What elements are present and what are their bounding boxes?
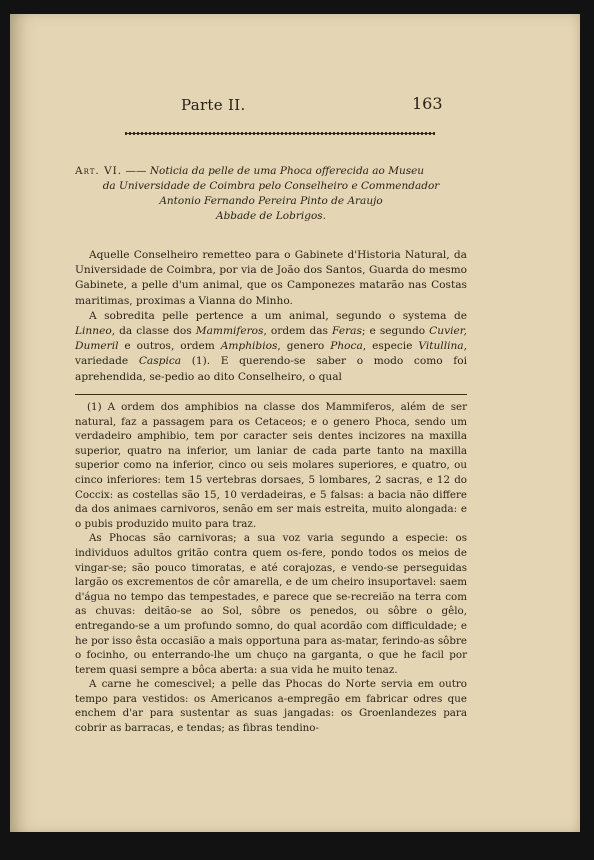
- book-page: [10, 14, 580, 832]
- article-title-line: da Universidade de Coimbra pelo Conselheiro e Commendador: [102, 180, 440, 192]
- article-title-part: Noticia da pelle de uma Phoca offerecida ao Museu: [149, 165, 425, 177]
- footnote-paragraph: A carne he comescivel; a pelle das Phocas do Norte servia em outro tempo para vestidos: os Americanos a-empregão em fabricar odres que enchem d'ar para sustentar as suas jangadas: os Groenlandezes para cobrir as barracas, e tendas; as fibras tendino-: [75, 678, 467, 735]
- body-paragraph: A sobredita pelle pertence a um animal, segundo o systema de Linneo, da classe dos Mammiferos, ordem das Feras; e segundo Cuvier, Dumeril e outros, ordem Amphibios, genero Phoca, especie Vitullina, variedade Caspica (1). E querendo-se saber o modo como foi aprehendida, se-pedio ao dito Conselheiro, o qual: [75, 309, 468, 383]
- article-title-line: Antonio Fernando Pereira Pinto de Araujo: [159, 195, 383, 207]
- footnote-paragraph: (1) A ordem dos amphibios na classe dos Mammiferos, além de ser natural, faz a passagem para os Cetaceos; e o genero Phoca, sendo um verdadeiro amphibio, tem por caracter seis dentes incizores na maxilla superior, quatro na inferior, um laniar de cada parte tanto na maxilla superior como na inferior, cinco ou seis molares superiores, e quatro, ou cinco inferiores: tem 15 vertebras dorsaes, 5 lombares, 2 sacras, e 12 do Coccix: as costellas são 15, 10 verdadeiras, e 5 falsas: a bacia não differe da dos animaes carnivoros, senão em ser mais estreita, muito alongada: e o pubis produzido muito para traz.: [75, 401, 467, 530]
- body-paragraph: Aquelle Conselheiro remetteo para o Gabinete d'Historia Natural, da Universidade de Coimbra, por via de João dos Santos, Guarda do mesmo Gabinete, a pelle d'um animal, que os Camponezes matarão nas Costas maritimas, proximas a Vianna do Minho.: [75, 249, 467, 307]
- article-title-line: Abbade de Lobrigos.: [216, 210, 326, 222]
- footnote-rule: [75, 394, 467, 395]
- article-dash: ——: [122, 165, 150, 177]
- article-heading: [75, 164, 467, 224]
- page-header: [75, 88, 467, 118]
- page-number: 163: [412, 94, 443, 113]
- running-head: Parte II.: [181, 96, 246, 114]
- article-title-line: [75, 164, 467, 179]
- footnotes: [75, 400, 467, 736]
- footnote-paragraph: As Phocas são carnivoras; a sua voz varia segundo a especie: os individuos adultos gritão contra quem os-fere, pondo todos os meios de vingar-se; são pouco timoratas, e até corajozas, e vendo-se perseguidas largão os excrementos de côr amarella, e de um cheiro insuportavel: saem d'água no tempo das tempestades, e parece que se-recreião na terra com as chuvas: deitão-se ao Sol, sôbre os penedos, ou sôbre o gêlo, entregando-se a um profundo somno, do qual acordão com difficuldade; e he por isso êsta occasião a mais opportuna para as-matar, ferindo-as sôbre o focinho, ou enterrando-lhe um chuço na garganta, o que he facil por terem quasi sempre a bôca aberta: a sua vida he muito tenaz.: [75, 532, 467, 676]
- header-rule: [125, 132, 435, 135]
- article-label: Art. VI.: [75, 165, 123, 177]
- article-body: [75, 248, 467, 385]
